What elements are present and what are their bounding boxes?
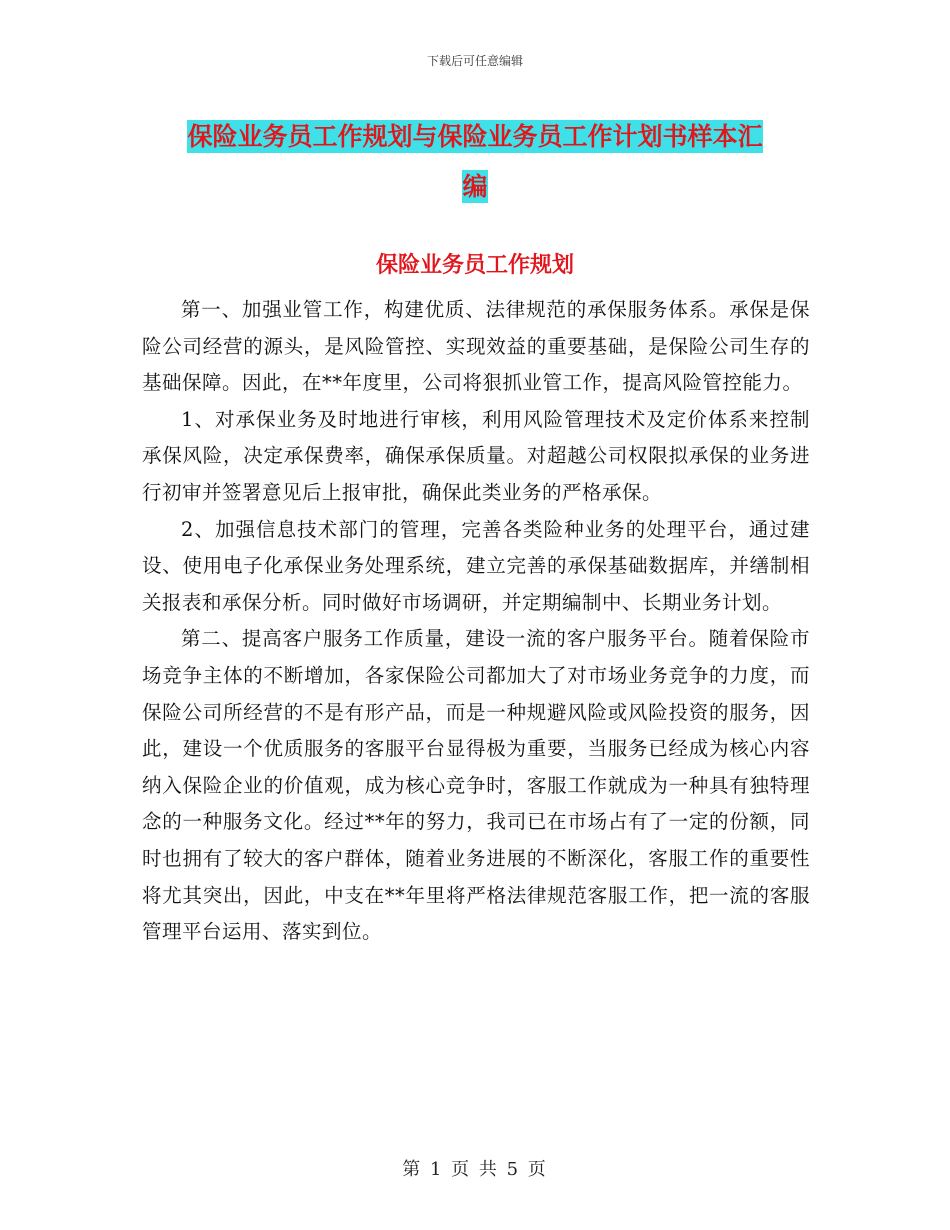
body-text bbox=[142, 292, 810, 951]
paragraph-1: 第一、加强业管工作，构建优质、法律规范的承保服务体系。承保是保险公司经营的源头，是风险管控、实现效益的重要基础，是保险公司生存的基础保障。因此，在**年度里，公司将狠抓业管工作，提高风险管控能力。 bbox=[142, 298, 810, 395]
header-note: 下载后可任意编辑 bbox=[426, 54, 523, 68]
document-title-line-2: 编 bbox=[462, 172, 488, 201]
paragraph-3: 2、加强信息技术部门的管理，完善各类险种业务的处理平台，通过建设、使用电子化承保业务处理系统，建立完善的承保基础数据库，并缮制相关报表和承保分析。同时做好市场调研，并定期编制中、长期业务计划。 bbox=[142, 517, 810, 614]
page-footer: 第 1 页 共 5 页 bbox=[402, 1159, 548, 1180]
section-title: 保险业务员工作规划 bbox=[375, 253, 574, 278]
document-title-line-1: 保险业务员工作规划与保险业务员工作计划书样本汇 bbox=[187, 122, 763, 151]
document-title bbox=[150, 112, 800, 212]
paragraph-4: 第二、提高客户服务工作质量，建设一流的客户服务平台。随着保险市场竞争主体的不断增加，各家保险公司都加大了对市场业务竞争的力度，而保险公司所经营的不是有形产品，而是一种规避风险或风险投资的服务，因此，建设一个优质服务的客服平台显得极为重要，当服务已经成为核心内容纳入保险企业的价值观，成为核心竞争时，客服工作就成为一种具有独特理念的一种服务文化。经过**年的努力，我司已在市场占有了一定的份额，同时也拥有了较大的客户群体，随着业务进展的不断深化，客服工作的重要性将尤其突出，因此，中支在**年里将严格法律规范客服工作，把一流的客服管理平台运用、落实到位。 bbox=[142, 627, 810, 944]
paragraph-2: 1、对承保业务及时地进行审核，利用风险管理技术及定价体系来控制承保风险，决定承保费率，确保承保质量。对超越公司权限拟承保的业务进行初审并签署意见后上报审批，确保此类业务的严格承保。 bbox=[142, 407, 810, 504]
